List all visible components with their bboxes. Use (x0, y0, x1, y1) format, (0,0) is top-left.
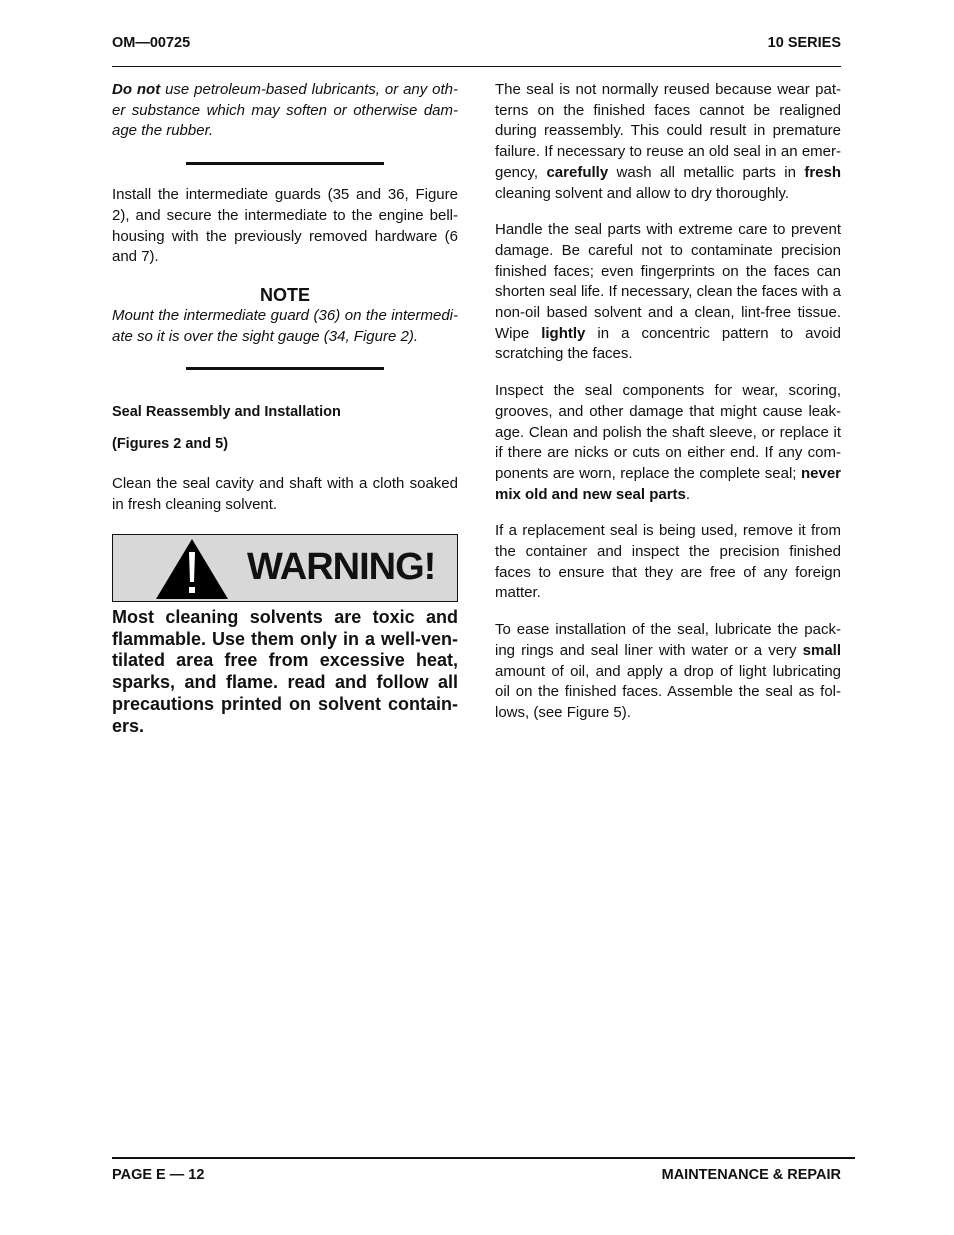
caution-emphasis: Do not (112, 81, 161, 98)
handle-text-2: in a concentric pattern to avoid scratching the faces. (495, 324, 841, 363)
handle-emphasis-lightly: lightly (541, 324, 586, 342)
section-title: MAINTENANCE & REPAIR (661, 1167, 841, 1183)
section-heading: Seal Reassembly and Installation (112, 404, 341, 421)
reuse-text-3: cleaning solvent and allow to dry thoroughly. (495, 184, 790, 202)
inspect-text: Inspect the seal components for wear, scoring, grooves, and other damage that might cause leakage. Clean and polish the shaft sleeve, or replace it if there are nicks or cuts on either end. If any components are worn, replace the complete seal; (495, 382, 841, 482)
separator-rule (186, 367, 384, 370)
header-rule (112, 66, 841, 67)
reuse-paragraph (495, 80, 841, 204)
series-label: 10 SERIES (767, 35, 841, 51)
lubricate-text: To ease installation of the seal, lubricate the packing rings and seal liner with water or a very (495, 621, 841, 659)
reuse-emphasis-fresh: fresh (804, 163, 842, 181)
caution-paragraph (112, 80, 458, 142)
footer-rule (112, 1157, 855, 1159)
inspect-text-2: . (685, 485, 691, 503)
section-subheading: (Figures 2 and 5) (112, 436, 229, 453)
reuse-emphasis-carefully: carefully (546, 163, 609, 181)
inspect-paragraph (495, 381, 841, 505)
caution-text: use petroleum-based lubricants, or any other substance which may soften or otherwise damage the rubber. (112, 81, 458, 140)
left-column (112, 80, 458, 738)
warning-banner (112, 534, 458, 602)
page-number: PAGE E — 12 (112, 1167, 205, 1183)
right-column (495, 80, 841, 724)
replacement-paragraph: If a replacement seal is being used, remove it from the container and inspect the precision finished faces to ensure that they are free of any foreign matter. (495, 522, 841, 602)
reuse-text-2: wash all metallic parts in (608, 163, 805, 181)
document-number: OM—00725 (112, 35, 191, 51)
lubricate-text-2: amount of oil, and apply a drop of light lubricating oil on the finished faces. Assemble the seal as follows, (see Figure 5). (495, 662, 841, 721)
handle-text: Handle the seal parts with extreme care to prevent damage. Be careful not to contaminate precision finished faces; even fingerprints on the faces can shorten seal life. If necessary, clean the faces with a non-oil based solvent and a clean, lint-free tissue. Wipe (495, 221, 841, 342)
lubricate-paragraph (495, 620, 841, 724)
lubricate-emphasis-small: small (802, 641, 841, 659)
separator-rule (186, 162, 384, 165)
handle-paragraph (495, 220, 841, 365)
install-paragraph: Install the intermediate guards (35 and 36, Figure 2), and secure the intermediate to the engine bellhousing with the previously removed hardware (6 and 7). (112, 186, 458, 266)
clean-paragraph: Clean the seal cavity and shaft with a cloth soaked in fresh cleaning solvent. (112, 475, 458, 514)
inspect-emphasis: never mix old and new seal parts (495, 464, 841, 503)
warning-title: WARNING! (247, 545, 436, 588)
warning-triangle-icon (155, 538, 229, 600)
warning-text: Most cleaning solvents are toxic and flammable. Use them only in a well-ventilated area free from excessive heat, sparks, and flame. read and follow all precautions printed on solvent containers. (112, 606, 458, 736)
note-heading: NOTE (259, 284, 310, 305)
reuse-text: The seal is not normally reused because wear patterns on the finished faces cannot be realigned during reassembly. This could result in premature failure. If necessary to reuse an old seal in an emergency, (495, 81, 841, 181)
note-text: Mount the intermediate guard (36) on the intermediate so it is over the sight gauge (34, Figure 2). (112, 306, 458, 345)
